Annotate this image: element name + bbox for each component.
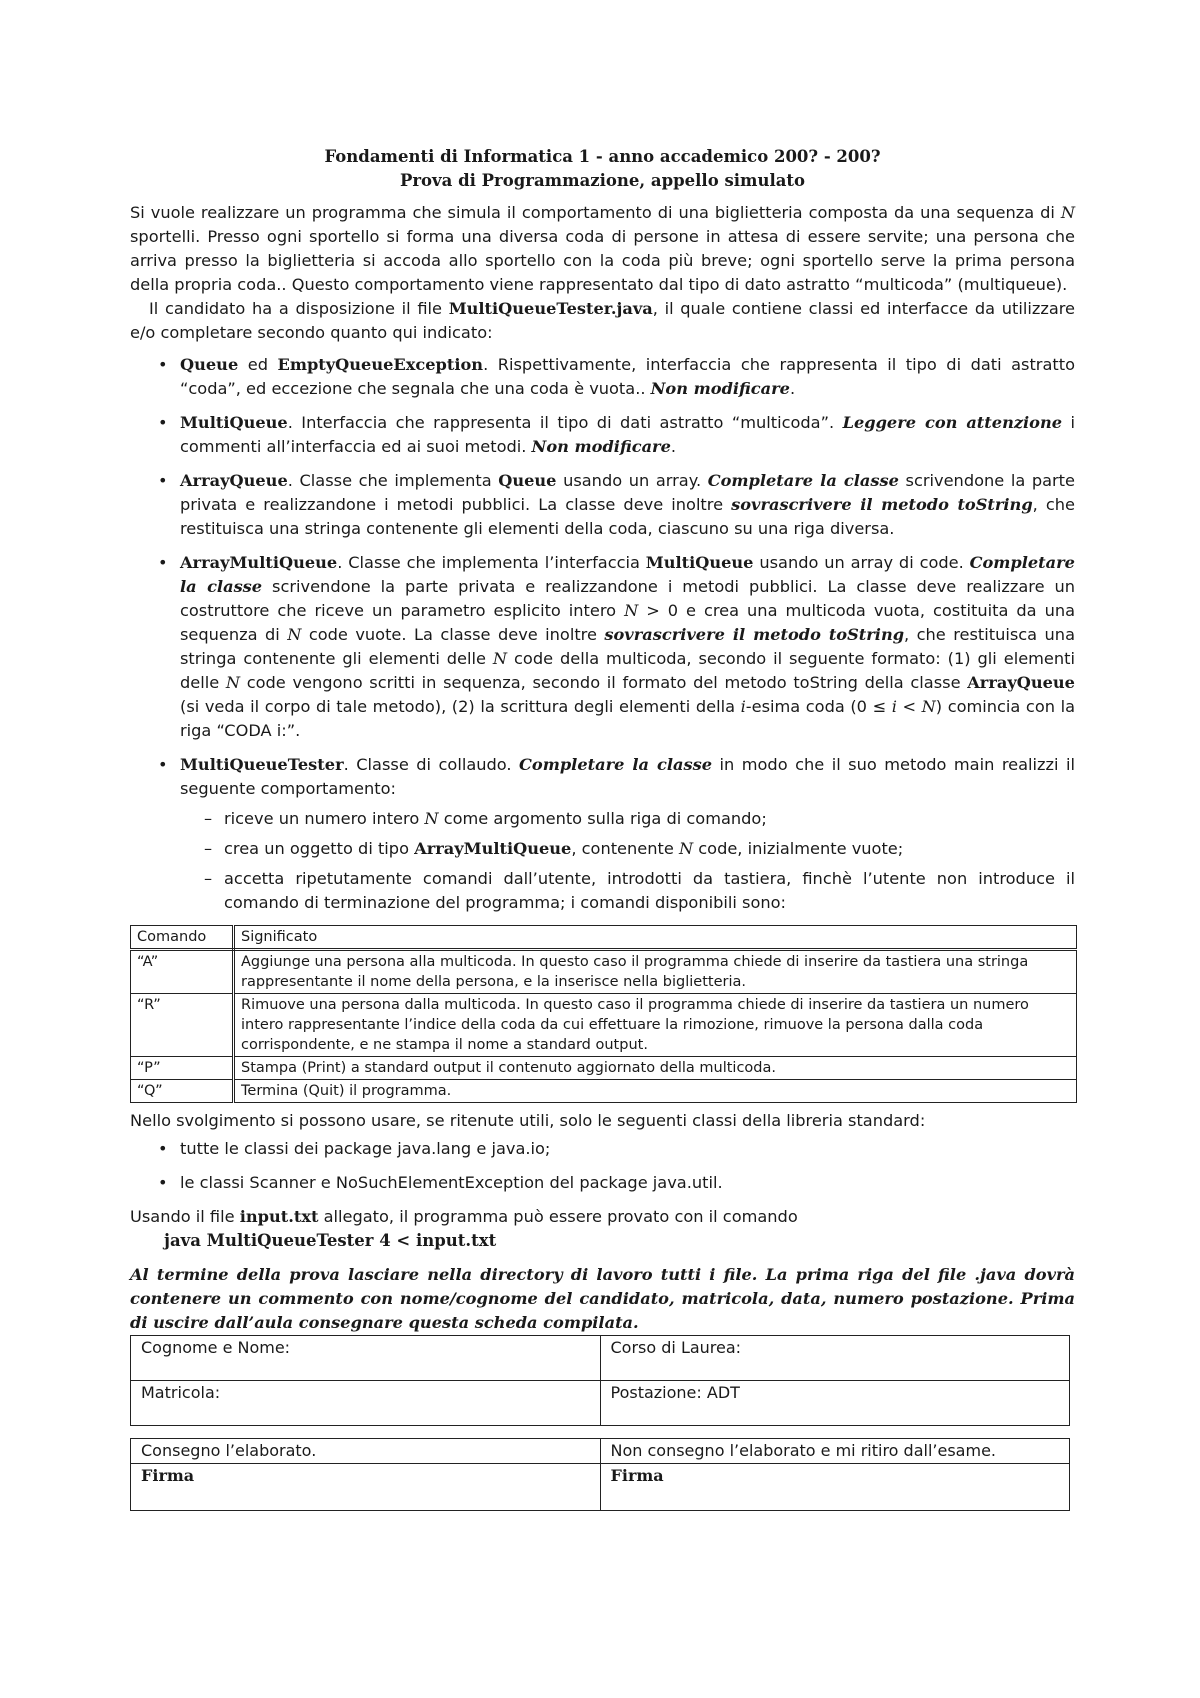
- text: , contenente: [571, 839, 679, 858]
- text: come argomento sulla riga di comando;: [438, 809, 767, 828]
- text: . Rispettivamente, interfaccia che rappresenta il tipo di dati astratto “coda”, ed eccezione che segnala che una coda è vuota..: [180, 355, 1075, 398]
- exam-sheet: [130, 145, 1075, 1511]
- usage-paragraph: [130, 1205, 1075, 1229]
- commands-table: [130, 925, 1077, 1103]
- list-item-multiqueue: [130, 411, 1075, 459]
- title-line-1: Fondamenti di Informatica 1 - anno accademico 200? - 200?: [324, 147, 881, 166]
- text: . Classe che implementa l’interfaccia: [337, 553, 646, 572]
- var-n: N: [424, 809, 439, 828]
- text: in modo che il suo metodo main realizzi il seguente comportamento:: [180, 755, 1075, 798]
- text: scrivendone la parte privata e realizzandone i metodi pubblici. La classe deve inoltre: [180, 471, 1075, 514]
- command-cell: “P”: [131, 1057, 234, 1080]
- text: . Classe che implementa: [287, 471, 499, 490]
- intro-text: Si vuole realizzare un programma che simula il comportamento di una biglietteria composta da una sequenza di: [130, 203, 1061, 222]
- var-n: N: [287, 625, 302, 644]
- signature-field[interactable]: Firma: [600, 1464, 1070, 1511]
- course-field[interactable]: Corso di Laurea:: [600, 1336, 1070, 1381]
- var-n: N: [1060, 203, 1075, 222]
- text: code vengono scritti in sequenza, secondo il formato del metodo toString della classe: [240, 673, 968, 692]
- text: (si veda il corpo di tale metodo), (2) la scrittura degli elementi della: [180, 697, 741, 716]
- class-name: ArrayMultiQueue: [414, 839, 572, 858]
- table-header-row: [131, 926, 1077, 950]
- text: usando un array di code.: [753, 553, 970, 572]
- class-list: [130, 353, 1075, 915]
- emphasis: sovrascrivere il metodo toString: [731, 495, 1033, 514]
- emphasis: Non modificare: [650, 379, 790, 398]
- class-name: ArrayQueue: [180, 471, 288, 490]
- table-row: [131, 1057, 1077, 1080]
- class-name: MultiQueue: [645, 553, 754, 572]
- text: , che restituisca una stringa contenente gli elementi della coda, ciascuno su una riga diversa.: [180, 495, 1075, 538]
- text: .: [670, 437, 677, 456]
- text: usando un array.: [556, 471, 708, 490]
- command-cell: “A”: [131, 950, 234, 994]
- description-cell: Stampa (Print) a standard output il contenuto aggiornato della multicoda.: [234, 1057, 1077, 1080]
- file-text: Il candidato ha a disposizione il file: [149, 299, 449, 318]
- text: code della multicoda, secondo il seguente formato: (1) gli elementi delle: [180, 649, 1075, 692]
- text: i commenti all’interfaccia ed ai suoi metodi.: [180, 413, 1075, 456]
- libs-list: [130, 1137, 1075, 1195]
- var-i: i: [740, 697, 746, 716]
- description-cell: Aggiunge una persona alla multicoda. In questo caso il programma chiede di inserire da tastiera una stringa rappresentante il nome della persona, e la inserisce nella biglietteria.: [234, 950, 1077, 994]
- class-name: MultiQueue: [180, 413, 288, 432]
- matricola-field[interactable]: Matricola:: [131, 1381, 601, 1426]
- submission-form: [130, 1438, 1070, 1511]
- list-item-tester: [130, 753, 1075, 915]
- emphasis: Completare la classe: [180, 553, 1075, 596]
- text: <: [896, 697, 922, 716]
- list-item-arraymultiqueue: [130, 551, 1075, 743]
- class-name: ArrayMultiQueue: [180, 553, 338, 572]
- withdraw-option[interactable]: Non consegno l’elaborato e mi ritiro dall’esame.: [600, 1439, 1070, 1464]
- form-row: [131, 1439, 1070, 1464]
- sub-item: [180, 807, 1075, 831]
- form-row: [131, 1381, 1070, 1426]
- var-n: N: [678, 839, 694, 858]
- var-i: i: [891, 697, 897, 716]
- text: Usando il file: [130, 1207, 240, 1226]
- class-name: MultiQueueTester: [180, 755, 344, 774]
- table-row: [131, 1080, 1077, 1103]
- text: accetta ripetutamente comandi dall’utente, introdotti da tastiera, finchè l’utente non introduce il comando di terminazione del programma; i comandi disponibili sono:: [224, 869, 1075, 912]
- form-row: [131, 1336, 1070, 1381]
- class-name: Queue: [180, 355, 239, 374]
- text: ed: [238, 355, 278, 374]
- text: > 0 e crea una multicoda vuota, costituita da una sequenza di: [180, 601, 1076, 644]
- emphasis: Leggere con attenzione: [842, 413, 1063, 432]
- emphasis: sovrascrivere il metodo toString: [604, 625, 905, 644]
- var-n: N: [624, 601, 639, 620]
- sub-item: [180, 837, 1075, 861]
- postazione-field[interactable]: Postazione: ADT: [600, 1381, 1070, 1426]
- command-cell: “Q”: [131, 1080, 234, 1103]
- libs-intro: Nello svolgimento si possono usare, se ritenute utili, solo le seguenti classi della libreria standard:: [130, 1111, 926, 1130]
- file-paragraph: [130, 297, 1075, 345]
- var-n: N: [492, 649, 508, 668]
- class-name: Queue: [498, 471, 557, 490]
- title-line-2: Prova di Programmazione, appello simulato: [399, 171, 806, 190]
- table-row: [131, 950, 1077, 994]
- text: , che restituisca una stringa contenente gli elementi delle: [180, 625, 1075, 668]
- text: allegato, il programma può essere provato con il comando: [318, 1207, 798, 1226]
- sub-item: [180, 867, 1075, 915]
- command-cell: “R”: [131, 994, 234, 1057]
- description-cell: Rimuove una persona dalla multicoda. In questo caso il programma chiede di inserire da tastiera un numero intero rappresentante l’indice della coda da cui effettuare la rimozione, rimuove la persona dalla coda corrispondente, e ne stampa il nome a standard output.: [234, 994, 1077, 1057]
- file-name: input.txt: [239, 1207, 319, 1226]
- document-title: [130, 145, 1075, 193]
- tester-sublist: [180, 807, 1075, 915]
- class-name: ArrayQueue: [967, 673, 1075, 692]
- text: . Classe di collaudo.: [343, 755, 520, 774]
- text: scrivendone la parte privata e realizzandone i metodi pubblici. La classe deve realizzare un costruttore che riceve un parametro esplicito intero: [180, 577, 1075, 620]
- command-line: java MultiQueueTester 4 < input.txt: [164, 1231, 497, 1250]
- column-header: Comando: [131, 926, 234, 950]
- file-text-2: , il quale contiene classi ed interfacce da utilizzare e/o completare secondo quanto qui indicato:: [130, 299, 1075, 342]
- list-item-arrayqueue: [130, 469, 1075, 541]
- emphasis: Non modificare: [531, 437, 671, 456]
- var-n: N: [921, 697, 936, 716]
- text: .: [789, 379, 796, 398]
- intro-text-2: sportelli. Presso ogni sportello si forma una diversa coda di persone in attesa di essere servite; una persona che arriva presso la biglietteria si accoda allo sportello con la coda più breve; ogni sportello serve la prima persona della propria coda.. Questo comportamento viene rappresentato dal tipo di dato astratto “multicoda” (multiqueue).: [130, 227, 1075, 294]
- text: -esima coda (0 ≤: [745, 697, 892, 716]
- emphasis: Completare la classe: [707, 471, 899, 490]
- form-row: [131, 1464, 1070, 1511]
- text: . Interfaccia che rappresenta il tipo di dati astratto “multicoda”.: [287, 413, 843, 432]
- column-header: Significato: [234, 926, 1077, 950]
- signature-field[interactable]: Firma: [131, 1464, 601, 1511]
- class-name: EmptyQueueException: [277, 355, 484, 374]
- list-item: • tutte le classi dei package java.lang e java.io;: [130, 1137, 1075, 1161]
- submit-option[interactable]: Consegno l’elaborato.: [131, 1439, 601, 1464]
- text: code, inizialmente vuote;: [693, 839, 904, 858]
- table-row: [131, 994, 1077, 1057]
- description-cell: Termina (Quit) il programma.: [234, 1080, 1077, 1103]
- name-field[interactable]: Cognome e Nome:: [131, 1336, 601, 1381]
- text: crea un oggetto di tipo: [224, 839, 415, 858]
- list-item-queue: [130, 353, 1075, 401]
- student-info-form: [130, 1335, 1070, 1426]
- var-n: N: [225, 673, 241, 692]
- emphasis: Completare la classe: [519, 755, 713, 774]
- list-item: • le classi Scanner e NoSuchElementException del package java.util.: [130, 1171, 1075, 1195]
- file-name: MultiQueueTester.java: [448, 299, 653, 318]
- final-instructions: Al termine della prova lasciare nella directory di lavoro tutti i file. La prima riga del file .java dovrà contenere un commento con nome/cognome del candidato, matricola, data, numero postazione. Prima di uscire dall’aula consegnare questa scheda compilata.: [130, 1265, 1075, 1332]
- intro-paragraph: [130, 201, 1075, 297]
- text: riceve un numero intero: [224, 809, 425, 828]
- text: ) comincia con la riga “CODA i:”.: [180, 697, 1075, 740]
- text: code vuote. La classe deve inoltre: [301, 625, 605, 644]
